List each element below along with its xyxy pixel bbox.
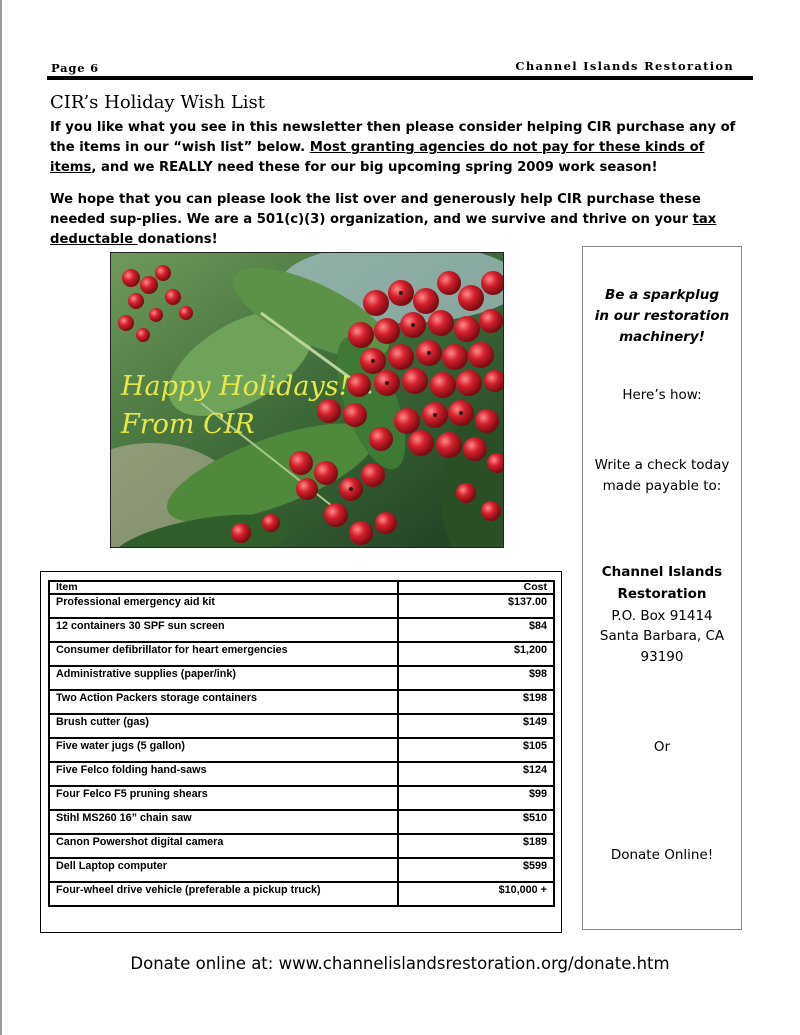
cost-cell: $198 [398,690,554,714]
table-row [49,786,554,810]
column-header-item: Item [49,581,398,594]
sidebar-check-line-1: Write a check today [594,457,730,473]
item-cell: Dell Laptop computer [49,858,398,882]
table-row [49,882,554,906]
donate-url-line: Donate online at: www.channelislandsrestoration.org/donate.htm [130,954,670,973]
intro-text: If you like what you see in this newsletter then please consider helping CIR purchase any of the items in our “wish list” below. [50,120,736,155]
intro-underlined-text: tax deductable [50,212,717,247]
item-cell: 12 containers 30 SPF sun screen [49,618,398,642]
table-row [49,714,554,738]
header-rule [47,76,753,80]
holiday-photo [110,252,504,548]
table-row [49,618,554,642]
cost-cell: $124 [398,762,554,786]
cost-cell: $189 [398,834,554,858]
intro-text: , and we REALLY need these for our big upcoming spring 2009 work season! [91,160,658,175]
cost-cell: $510 [398,810,554,834]
wish-list-table [48,580,555,907]
table-row [49,858,554,882]
cost-cell: $99 [398,786,554,810]
table-row [49,666,554,690]
cost-cell: $84 [398,618,554,642]
cost-cell: $137.00 [398,594,554,618]
table-row [49,762,554,786]
wish-list-table-frame [40,571,562,933]
intro-underlined-text: Most granting agencies do not pay for these kinds of items [50,140,705,175]
sidebar-address-line-1: P.O. Box 91414 [611,608,713,624]
item-cell: Five water jugs (5 gallon) [49,738,398,762]
item-cell: Stihl MS260 16” chain saw [49,810,398,834]
table-row [49,834,554,858]
item-cell: Five Felco folding hand-saws [49,762,398,786]
page-left-edge [0,0,2,1035]
table-row [49,690,554,714]
item-cell: Four-wheel drive vehicle (preferable a pickup truck) [49,882,398,906]
intro-paragraph-1 [50,118,755,178]
sidebar-address-line-2: Santa Barbara, CA [599,628,725,644]
sidebar-slogan-line-3: machinery! [619,329,705,345]
sidebar-slogan-line-2: in our restoration [594,308,730,324]
intro-paragraph-2 [50,190,755,250]
intro-text: We hope that you can please look the list over and generously help CIR purchase these needed sup-plies. We are a 501(c)(3) organization, and we survive and thrive on your [50,192,701,227]
item-cell: Two Action Packers storage containers [49,690,398,714]
table-row [49,642,554,666]
item-cell: Canon Powershot digital camera [49,834,398,858]
cost-cell: $98 [398,666,554,690]
intro-text: donations! [137,232,218,247]
table-row [49,738,554,762]
item-cell: Brush cutter (gas) [49,714,398,738]
sidebar-how: Here’s how: [622,387,702,403]
sidebar-slogan-line-1: Be a sparkplug [605,287,719,303]
publication-name: Channel Islands Restoration [515,59,734,73]
item-cell: Professional emergency aid kit [49,594,398,618]
column-header-cost: Cost [398,581,554,594]
item-cell: Administrative supplies (paper/ink) [49,666,398,690]
page-number: Page 6 [51,61,99,75]
cost-cell: $599 [398,858,554,882]
photo-caption-line-2: From CIR [121,409,255,440]
berries-illustration [111,253,503,547]
table-header-row [49,581,554,594]
sidebar-donate-online: Donate Online! [610,847,714,863]
page-title: CIR’s Holiday Wish List [50,92,265,113]
sidebar-check-line-2: made payable to: [602,478,722,494]
donation-sidebar [582,246,742,930]
cost-cell: $1,200 [398,642,554,666]
table-row [49,810,554,834]
sidebar-org-line-1: Channel Islands [601,564,723,580]
sidebar-org-line-2: Restoration [617,586,707,602]
photo-caption-line-1: Happy Holidays! [121,371,350,402]
cost-cell: $10,000 + [398,882,554,906]
cost-cell: $149 [398,714,554,738]
sidebar-address-line-3: 93190 [640,649,684,665]
table-row [49,594,554,618]
item-cell: Four Felco F5 pruning shears [49,786,398,810]
sidebar-or: Or [653,739,671,755]
item-cell: Consumer defibrillator for heart emergencies [49,642,398,666]
cost-cell: $105 [398,738,554,762]
